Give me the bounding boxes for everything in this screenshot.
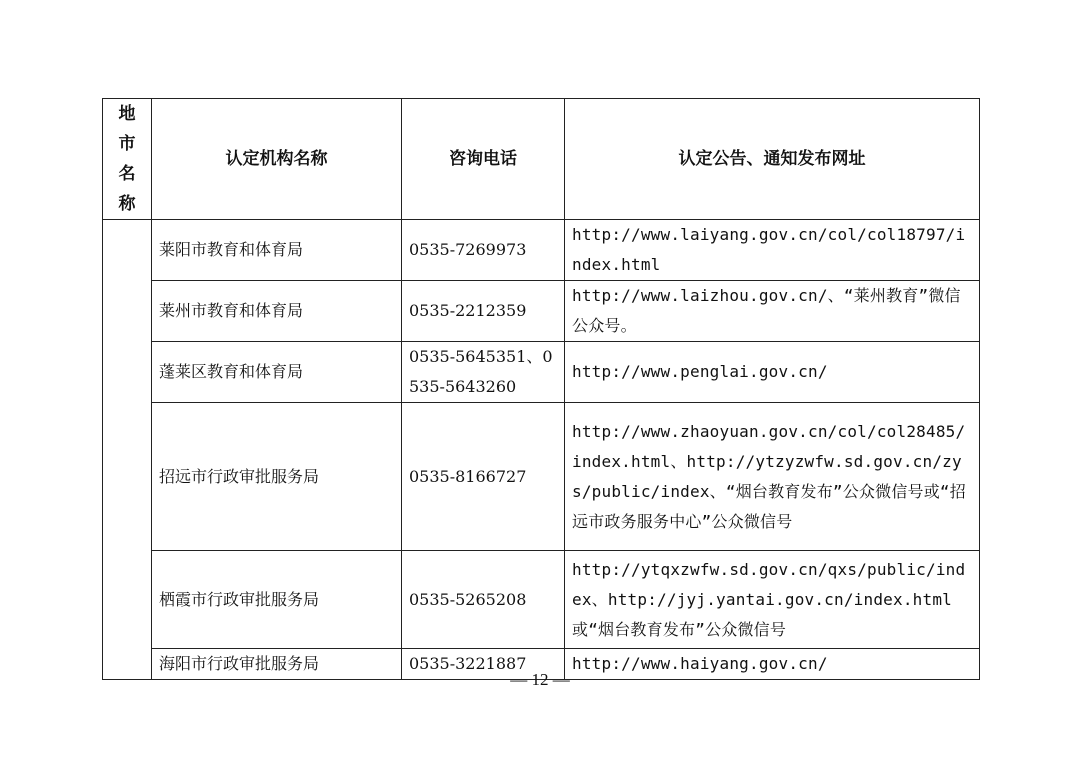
- phone-number: 0535-5265208: [402, 551, 565, 649]
- notice-url: http://www.laiyang.gov.cn/col/col18797/index.html: [565, 220, 980, 281]
- org-name: 蓬莱区教育和体育局: [152, 342, 402, 403]
- table-header-row: [103, 99, 980, 220]
- table-row: [103, 281, 980, 342]
- table-row: [103, 403, 980, 551]
- org-name: 海阳市行政审批服务局: [152, 649, 402, 680]
- notice-url: http://www.haiyang.gov.cn/: [565, 649, 980, 680]
- table-row: [103, 551, 980, 649]
- phone-number: 0535-5645351、0535-5643260: [402, 342, 565, 403]
- notice-url: http://www.penglai.gov.cn/: [565, 342, 980, 403]
- notice-url: http://ytqxzwfw.sd.gov.cn/qxs/public/index、http://jyj.yantai.gov.cn/index.html或“烟台教育发布”公众微信号: [565, 551, 980, 649]
- page-number: — 12 —: [510, 670, 570, 689]
- phone-number: 0535-8166727: [402, 403, 565, 551]
- header-org: 认定机构名称: [152, 99, 402, 220]
- notice-url: http://www.laizhou.gov.cn/、“莱州教育”微信公众号。: [565, 281, 980, 342]
- header-phone: 咨询电话: [402, 99, 565, 220]
- header-url: 认定公告、通知发布网址: [565, 99, 980, 220]
- region-cell: [103, 220, 152, 680]
- table-row: [103, 342, 980, 403]
- phone-number: 0535-3221887: [402, 649, 565, 680]
- phone-number: 0535-7269973: [402, 220, 565, 281]
- org-name: 莱阳市教育和体育局: [152, 220, 402, 281]
- org-name: 招远市行政审批服务局: [152, 403, 402, 551]
- org-name: 栖霞市行政审批服务局: [152, 551, 402, 649]
- phone-number: 0535-2212359: [402, 281, 565, 342]
- certification-agency-table: [102, 98, 980, 680]
- org-name: 莱州市教育和体育局: [152, 281, 402, 342]
- notice-url: http://www.zhaoyuan.gov.cn/col/col28485/index.html、http://ytzyzwfw.sd.gov.cn/zys/public/index、“烟台教育发布”公众微信号或“招远市政务服务中心”公众微信号: [565, 403, 980, 551]
- table-row: [103, 220, 980, 281]
- header-region: 地市名称: [103, 99, 152, 220]
